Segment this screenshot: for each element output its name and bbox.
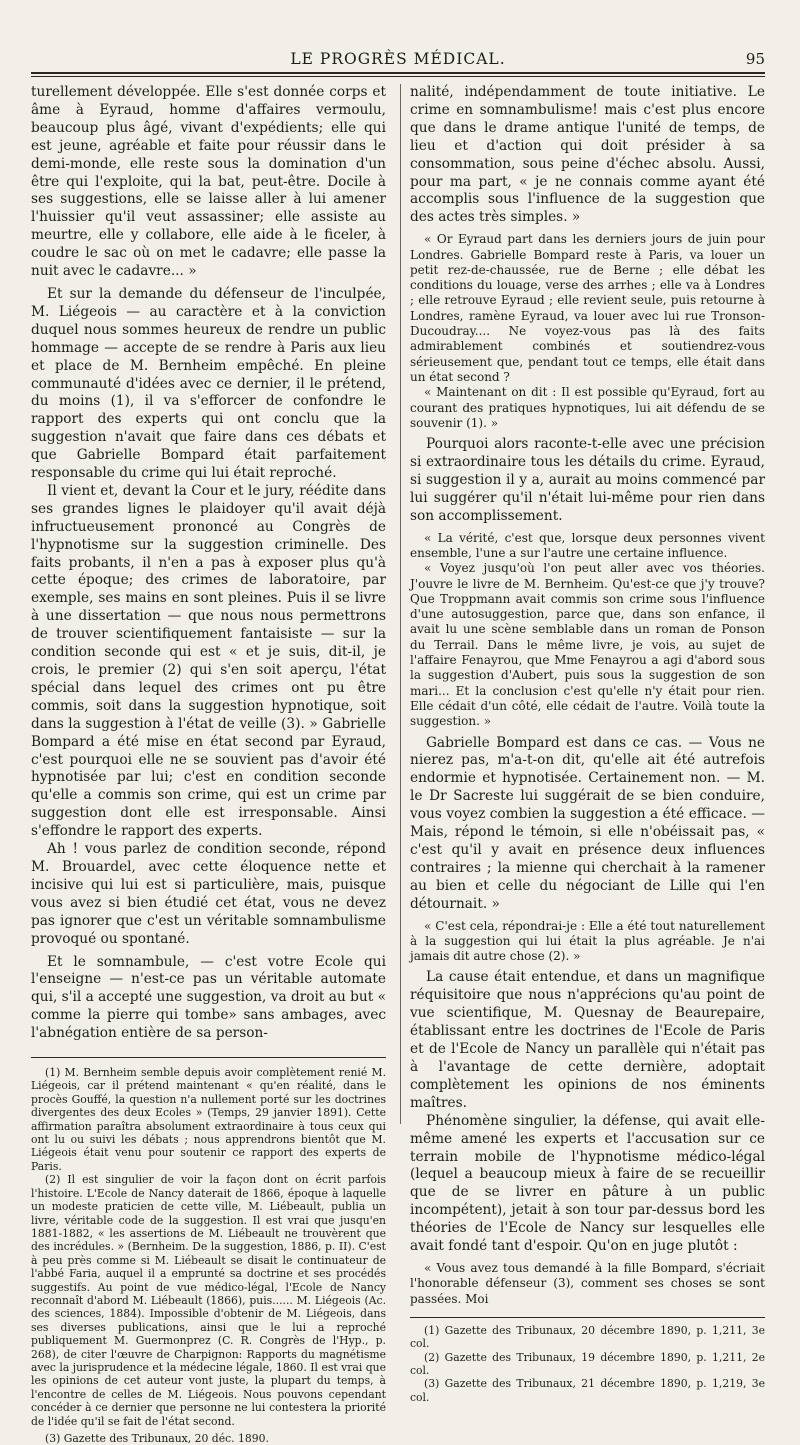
- quote-paragraph: « Maintenant on dit : Il est possible qu'Eyraud, fort au courant des pratiques hypnotiques, lui ait défendu de se souvenir (1). »: [410, 385, 765, 430]
- footnote: (2) Gazette des Tribunaux, 19 décembre 1890, p. 1,211, 2e col.: [410, 1350, 765, 1378]
- body-paragraph: Phénomène singulier, la défense, qui avait elle-même amené les experts et l'accusation sur ce terrain mobile de l'hypnotisme médico-légal (lequel a beaucoup mieux à faire de se recueillir que de se livrer en pâture à un public incompétent), jetait à son tour par-dessus bord les théories de l'Ecole de Nancy sur lesquelles elle avait fondé tant d'espoir. Qu'on en juge plutôt :: [410, 1112, 765, 1255]
- column-divider: [400, 84, 401, 1124]
- page-number: 95: [745, 50, 765, 68]
- footnote-rule: [410, 1317, 765, 1318]
- quote-paragraph: « La vérité, c'est que, lorsque deux personnes vivent ensemble, l'une a sur l'autre une certaine influence.: [410, 530, 765, 560]
- body-paragraph: Gabrielle Bompard est dans ce cas. — Vous ne nierez pas, m'a-t-on dit, qu'elle ait été autrefois endormie et hypnotisée. Certainement non. — M. le Dr Sacreste lui suggérait de se bien conduire, vous voyez combien la suggestion a été efficace. — Mais, répond le témoin, si elle n'obéissait pas, « c'est qu'il y avait en présence deux influences contraires ; la mienne qui cherchait à la ramener au bien et celle du négociant de Lille qui l'en détournait. »: [410, 734, 765, 912]
- body-paragraph: Et sur la demande du défenseur de l'inculpée, M. Liégeois — au caractère et à la conviction duquel nous sommes heureux de rendre un public hommage — accepte de se rendre à Paris aux lieu et place de M. Bernheim empêché. En pleine communauté d'idées avec ce dernier, il le prétend, du moins (1), il va s'efforcer de confondre le rapport des experts qui ont conclu que la suggestion n'avait que faire dans ces débats et que Gabrielle Bompard était parfaitement responsable du crime qui lui était reproché.: [31, 285, 386, 482]
- body-paragraph: Ah ! vous parlez de condition seconde, répond M. Brouardel, avec cette éloquence nette et incisive qui lui est si particulière, mais, puisque vous avez si bien étudié cet état, vous ne devez pas ignorer que c'est un véritable somnambulisme provoqué ou spontané.: [31, 841, 386, 947]
- page-header: [31, 48, 765, 70]
- running-title: LE PROGRÈS MÉDICAL.: [290, 50, 506, 68]
- footnote: (2) Il est singulier de voir la façon dont on écrit parfois l'histoire. L'Ecole de Nancy daterait de 1866, époque à laquelle un modeste praticien de cette ville, M. Liébeault, publia un livre, véritable code de la suggestion. Il est vrai que jusqu'en 1881-1882, « les assertions de M. Liébeault ne trouvèrent que des incrédules. » (Bernheim. De la suggestion, 1886, p. II). C'est à peu près comme si M. Liébeault se disait le continuateur de l'abbé Faria, auquel il a emprunté sa doctrine et ses procédés suggestifs. Au point de vue médico-légal, l'Ecole de Nancy reconnaît d'abord M. Liébeault (1866), puis...... M. Liégeois (Ac. des sciences, 1884). Impossible d'obtenir de M. Liégeois, dans ses diverses publications, ainsi que le lui a reproché publiquement M. Guermonprez (C. R. Congrès de l'Hyp., p. 268), de citer l'œuvre de Charpignon: Rapports du magnétisme avec la jurisprudence et la médecine légale, 1860. Il est vrai que les opinions de cet auteur vont juste, la plupart du temps, à l'encontre de celles de M. Liégeois. Nous pouvons cependant concéder à ce dernier que personne ne lui contestera la priorité de l'idée qu'il se fait de l'état second.: [31, 1173, 386, 1428]
- body-paragraph: nalité, indépendamment de toute initiative. Le crime en somnambulisme! mais c'est plus encore que dans le drame antique l'unité de temps, de lieu et d'action qui doit présider à sa consommation, sous peine d'échec absolu. Aussi, pour ma part, « je ne connais comme ayant été accomplis sous l'influence de la suggestion que des actes très simples. »: [410, 84, 765, 226]
- footnote: (3) Gazette des Tribunaux, 21 décembre 1890, p. 1,219, 3e col.: [410, 1377, 765, 1404]
- quote-paragraph: « Voyez jusqu'où l'on peut aller avec vos théories. J'ouvre le livre de M. Bernheim. Qu'est-ce que j'y trouve? Que Troppmann avait commis son crime sous l'influence d'une autosuggestion, parce que, dans son enfance, il avait lu une scène semblable dans un roman de Ponson du Terrail. Dans le même livre, je vois, au sujet de l'affaire Fenayrou, que Mme Fenayrou a agi d'abord sous la suggestion d'Aubert, puis sous la suggestion de son mari... Et la conclusion c'est qu'elle n'y était pour rien. Elle cédait d'un côté, elle cédait de l'autre. Voilà toute la suggestion. »: [410, 561, 765, 729]
- body-paragraph: Pourquoi alors raconte-t-elle avec une précision si extraordinaire tous les détails du crime. Eyraud, si suggestion il y a, aurait au moins commencé par lui suggérer qu'il n'était lui-même pour rien dans son accomplissement.: [410, 436, 765, 524]
- right-column: [410, 84, 765, 1404]
- quote-paragraph: « Or Eyraud part dans les derniers jours de juin pour Londres. Gabrielle Bompard reste à Paris, va louer un petit rez-de-chaussée, rue de Berne ; elle débat les conditions du louage, verse des arrhes ; elle va à Londres ; elle retrouve Eyraud ; elle revient seule, puis retourne à Londres, ramène Eyraud, va louer avec lui rue Tronson-Ducoudray.... Ne voyez-vous pas là des faits admirablement combinés et soutiendrez-vous sérieusement que, pendant tout ce temps, elle était dans un état second ?: [410, 232, 765, 384]
- body-paragraph: turellement développée. Elle s'est donnée corps et âme à Eyraud, homme d'affaires vermoulu, beaucoup plus âgé, vivant d'expédients; elle qui est jeune, agréable et faite pour réussir dans le demi-monde, elle reste sous la domination d'un être qui l'exploite, qui la bat, peut-être. Docile à ses suggestions, elle se laisse aller à lui amener l'huissier qu'il veut assassiner; elle assiste au meurtre, elle y collabore, elle aide à le ficeler, à coudre le sac où on met le cadavre; elle passe la nuit avec le cadavre... »: [31, 84, 386, 280]
- footnote: (3) Gazette des Tribunaux, 20 déc. 1890.: [45, 1432, 269, 1445]
- header-rule-thick: [31, 72, 765, 74]
- body-paragraph: Il vient et, devant la Cour et le jury, réédite dans ses grandes lignes le plaidoyer qu'il avait déjà infructueusement prononcé au Congrès de l'hypnotisme sur la suggestion criminelle. Des faits probants, il n'en a pas à exposer plus qu'à cette époque; des crimes de laboratoire, par exemple, ses mains en sont pleines. Puis il se livre à une dissertation — que nous nous permettrons de trouver scientifiquement fantaisiste — sur la condition seconde qui est « et je suis, dit-il, je crois, le premier (2) qui s'en soit aperçu, l'état spécial dans lequel des crimes ont pu être commis, soit dans la suggestion hypnotique, soit dans la suggestion à l'état de veille (3). » Gabrielle Bompard a été mise en état second par Eyraud, c'est pourquoi elle ne se souvient pas d'avoir été hypnotisée par lui; c'est en condition seconde qu'elle a commis son crime, qui est un crime par suggestion dont elle est irresponsable. Ainsi s'effondre le rapport des experts.: [31, 482, 386, 840]
- footnote: (1) Gazette des Tribunaux, 20 décembre 1890, p. 1,211, 3e col.: [410, 1323, 765, 1351]
- left-column: [31, 84, 386, 1445]
- quote-paragraph: « C'est cela, répondrai-je : Elle a été tout naturellement à la suggestion qui lui était la plus agréable. Je n'ai jamais dit autre chose (2). »: [410, 918, 765, 964]
- footnote: (1) M. Bernheim semble depuis avoir complètement renié M. Liégeois, car il prétend maintenant « qu'en réalité, dans le procès Gouffé, la question n'a nullement porté sur les doctrines divergentes des deux Ecoles » (Temps, 29 janvier 1891). Cette affirmation paraîtra absolument extraordinaire à tous ceux qui ont lu ou suivi les débats ; nous apprendrons bientôt que M. Liégeois était venu pour soutenir ce rapport des experts de Paris.: [31, 1066, 386, 1173]
- quote-paragraph: « Vous avez tous demandé à la fille Bompard, s'écriait l'honorable défenseur (3), comment ses choses se sont passées. Moi: [410, 1260, 765, 1306]
- footnote-rule: [31, 1057, 386, 1058]
- body-paragraph: La cause était entendue, et dans un magnifique réquisitoire que nous n'apprécions qu'au point de vue scientifique, M. Quesnay de Beaurepaire, établissant entre les doctrines de l'Ecole de Paris et de l'Ecole de Nancy un parallèle qui n'était pas à l'avantage de cette dernière, adoptait complètement les opinions de nos éminents maîtres.: [410, 969, 765, 1111]
- header-rule-thin: [31, 76, 765, 77]
- body-paragraph: Et le somnambule, — c'est votre Ecole qui l'enseigne — n'est-ce pas un véritable automate qui, s'il a accepté une suggestion, va droit au but « comme la pierre qui tombe» sans ambages, avec l'abnégation entière de sa person-: [31, 953, 386, 1042]
